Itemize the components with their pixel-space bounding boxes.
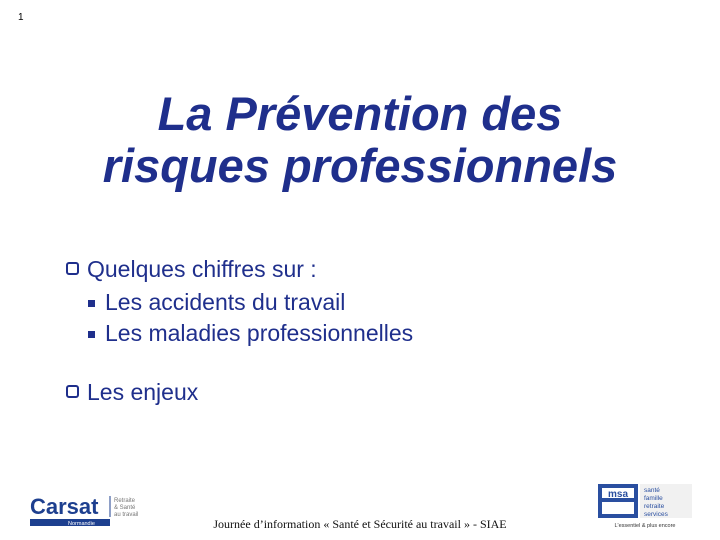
msa-logo-caption: L'essentiel & plus encore — [614, 523, 676, 529]
footer-text: Journée d’information « Santé et Sécurité au travail » - SIAE — [213, 517, 507, 531]
sub-bullet-item — [88, 287, 686, 318]
msa-logo — [596, 482, 694, 530]
checkbox-bullet-icon — [66, 262, 79, 275]
bullet-list — [66, 252, 686, 410]
sub-bullet-label: Les accidents du travail — [105, 289, 346, 315]
sub-bullet-item — [88, 318, 686, 349]
msa-logo-line: services — [644, 511, 668, 518]
bullet-item — [66, 252, 686, 287]
bullet-item — [66, 375, 686, 410]
msa-logo-line: retraite — [644, 503, 665, 510]
carsat-logo-tagline: & Santé — [114, 505, 136, 511]
carsat-logo-tagline: au travail — [114, 512, 139, 518]
msa-logo-line: famille — [644, 495, 663, 502]
square-bullet-icon — [88, 300, 95, 307]
title-line-1: La Prévention des — [157, 87, 563, 140]
sub-bullet-label: Les maladies professionnelles — [105, 320, 414, 346]
checkbox-bullet-icon — [66, 385, 79, 398]
carsat-logo-tagline: Retraite — [114, 498, 136, 504]
slide-title — [20, 88, 700, 192]
bullet-label: Les enjeux — [87, 379, 199, 405]
msa-logo-line: santé — [644, 487, 660, 494]
square-bullet-icon — [88, 331, 95, 338]
msa-logo-name: msa — [607, 489, 629, 500]
slide-number: 1 — [18, 12, 24, 23]
carsat-logo-name: Carsat — [30, 494, 99, 519]
carsat-logo — [28, 490, 148, 530]
bullet-label: Quelques chiffres sur : — [87, 256, 317, 282]
title-line-2: risques professionnels — [102, 139, 618, 192]
carsat-logo-region: Normandie — [68, 521, 95, 527]
